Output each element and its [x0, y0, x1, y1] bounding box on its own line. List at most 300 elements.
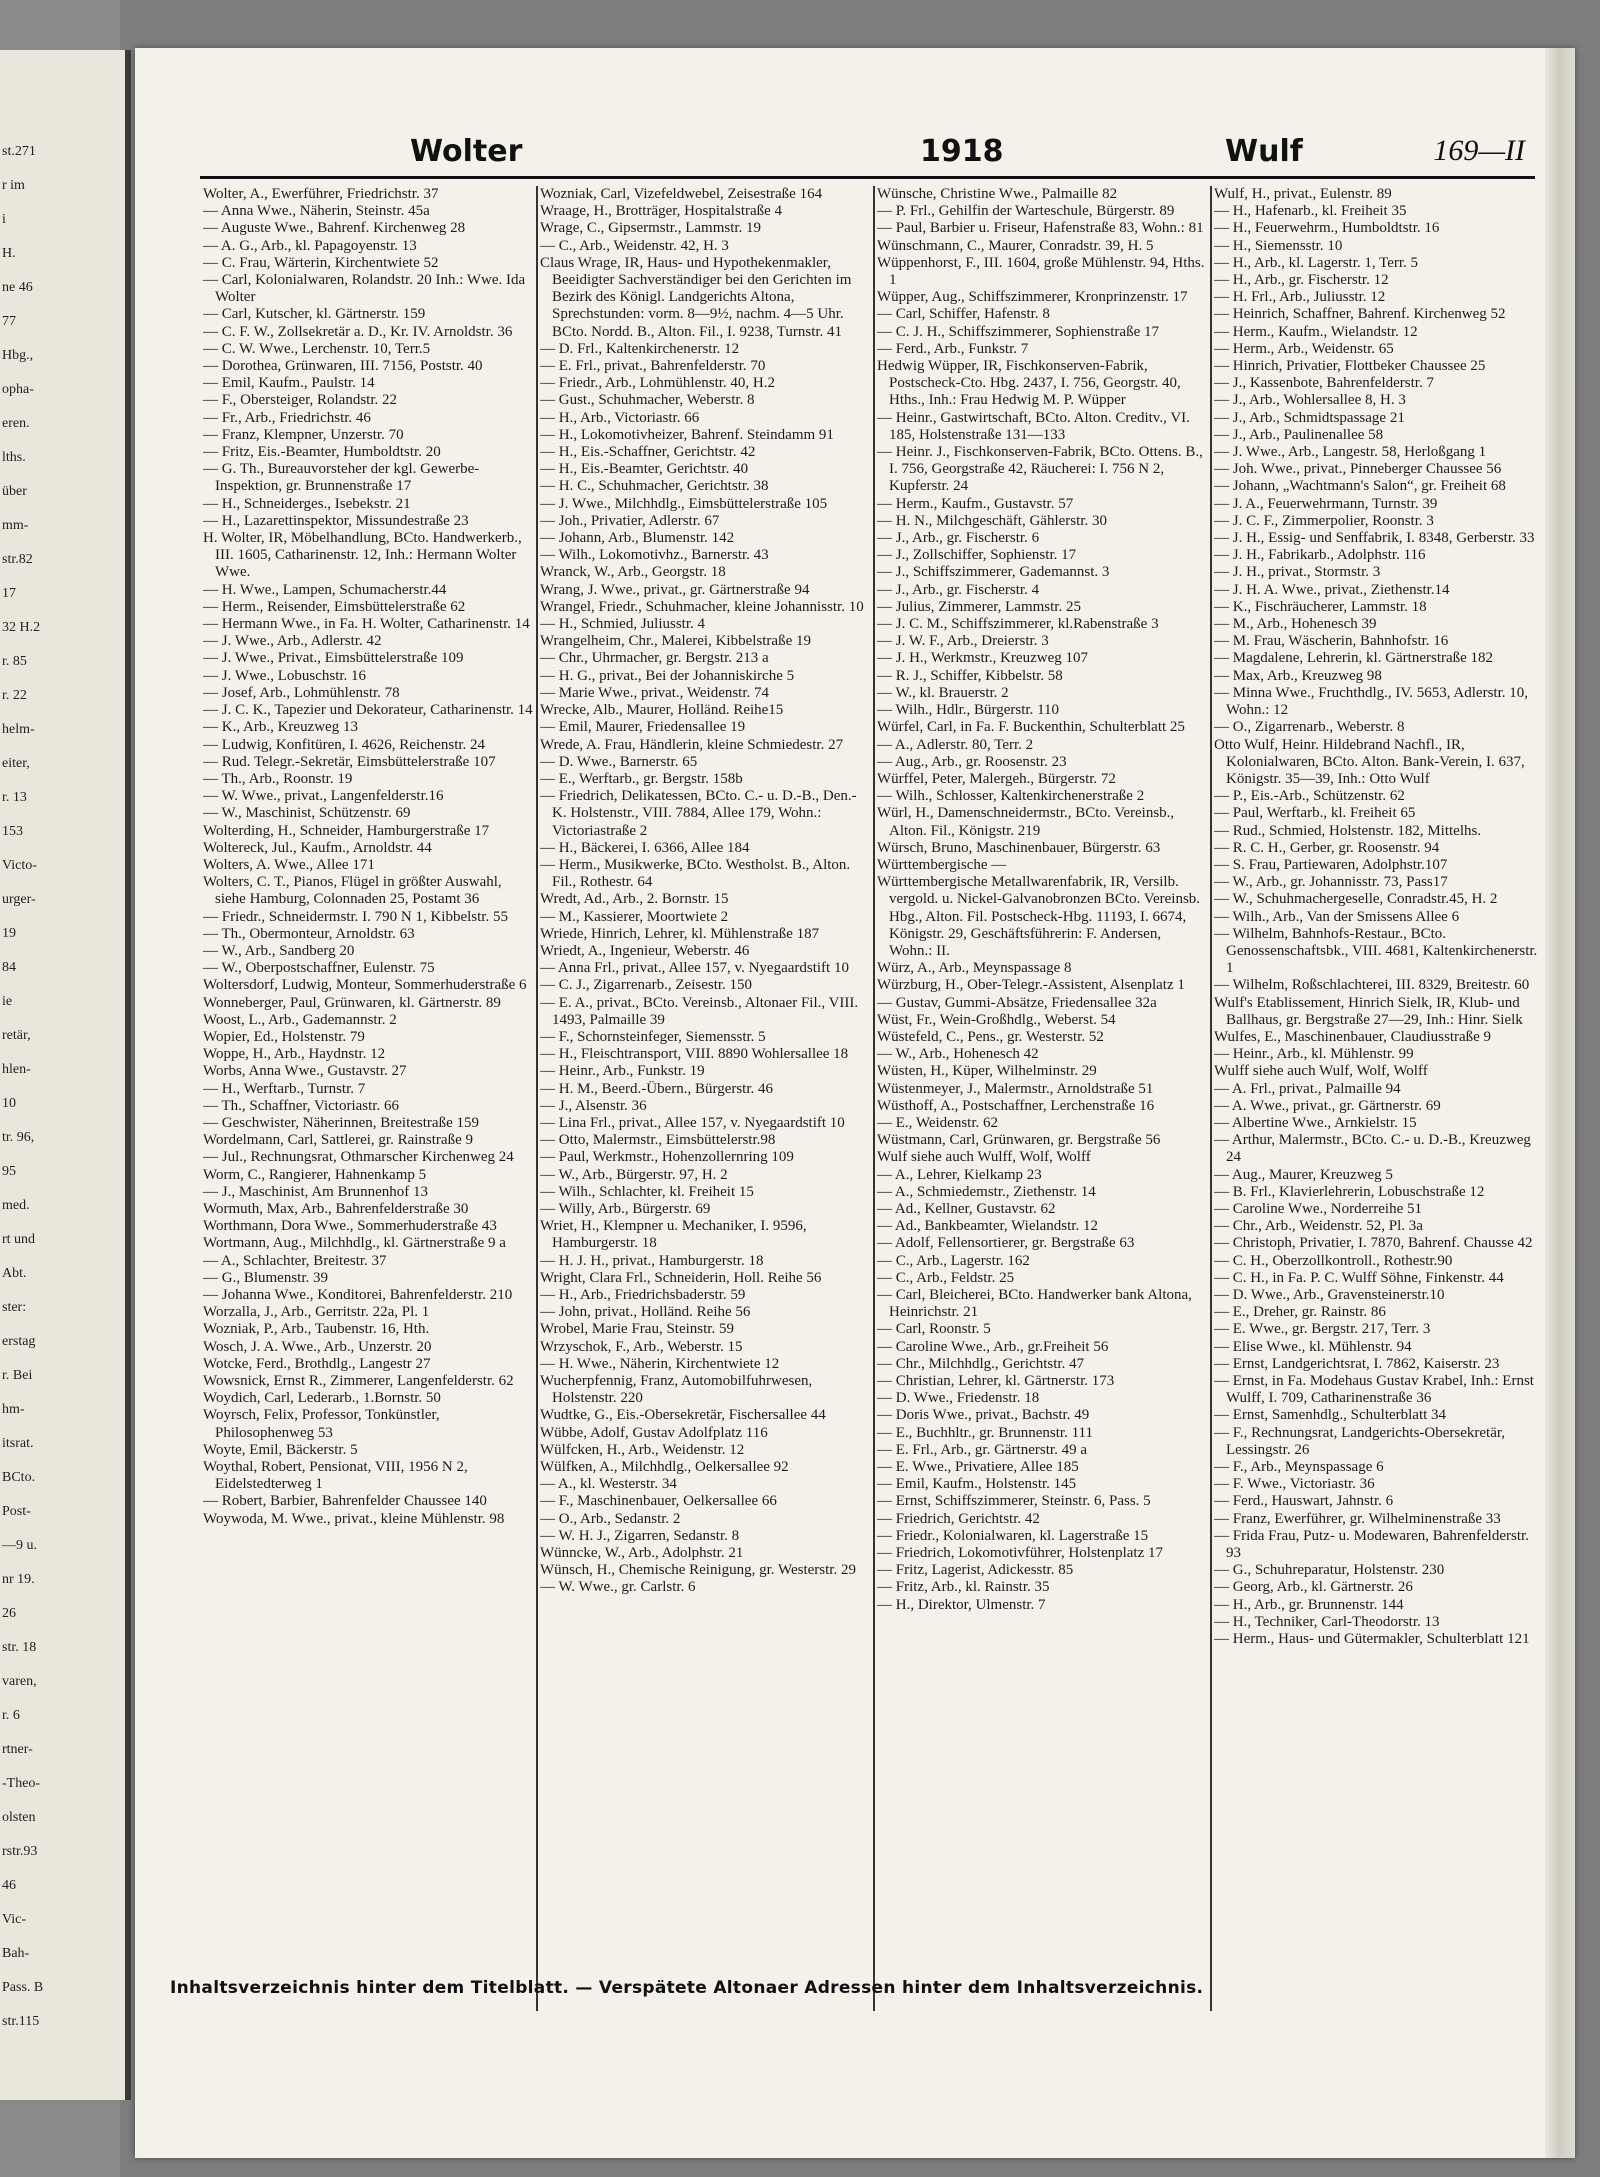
directory-entry: Wulf, H., privat., Eulenstr. 89: [1214, 186, 1392, 202]
directory-entry: — H., Eis.-Schaffner, Gerichtstr. 42: [540, 444, 756, 461]
directory-entry: Wriede, Hinrich, Lehrer, kl. Mühlenstraße 187: [540, 925, 820, 942]
directory-entry: — C., Arb., Weidenstr. 42, H. 3: [540, 237, 729, 254]
directory-entry: Wünschmann, C., Maurer, Conradstr. 39, H. 5: [877, 237, 1154, 254]
directory-entry: — Joh. Wwe., privat., Pinneberger Chaussee 56: [1214, 461, 1502, 478]
directory-entry: — D. Wwe., Arb., Gravensteinerstr.10: [1214, 1287, 1445, 1303]
directory-entry: — Ludwig, Konfitüren, I. 4626, Reichenstr. 24: [203, 736, 486, 753]
previous-page-fragment: r im: [2, 178, 25, 193]
previous-page-fragment: lths.: [2, 450, 26, 465]
directory-entry: Wübbe, Adolf, Gustav Adolfplatz 116: [540, 1424, 768, 1441]
page-header: [195, 128, 1535, 178]
directory-entry: — F. Wwe., Victoriastr. 36: [1214, 1476, 1375, 1493]
directory-entry: Württembergische Metallwarenfabrik, IR, Versilb. vergold. u. Nickel-Galvanobronzen BCto. Vereinsb. Hbg., Alton. Fil. Postscheck-Hbg. 11193, I. 6674, Königstr. 29, Geschäftsführerin: F. Andersen, Wohn.: II.: [877, 874, 1201, 959]
directory-entry: — J. C. K., Tapezier und Dekorateur, Catharinenstr. 14: [203, 702, 533, 719]
directory-entry: Wüsten, H., Küper, Wilhelminstr. 29: [877, 1063, 1097, 1080]
directory-entry: — Johann, „Wachtmann's Salon“, gr. Freiheit 68: [1214, 478, 1506, 495]
directory-entry: — J. H., Fabrikarb., Adolphstr. 116: [1214, 547, 1426, 564]
directory-entry: — Caroline Wwe., Arb., gr.Freiheit 56: [877, 1338, 1109, 1355]
directory-entry: — E. Frl., privat., Bahrenfelderstr. 70: [540, 358, 766, 375]
directory-entry: — Ad., Kellner, Gustavstr. 62: [877, 1200, 1056, 1217]
directory-entry: Woltereck, Jul., Kaufm., Arnoldstr. 44: [203, 839, 432, 856]
directory-entry: — Carl, Roonstr. 5: [877, 1321, 991, 1338]
directory-entry: — Heinr., Arb., Funkstr. 19: [540, 1063, 705, 1080]
directory-entry: Woywoda, M. Wwe., privat., kleine Mühlenstr. 98: [203, 1510, 505, 1527]
directory-entry: — Franz, Klempner, Unzerstr. 70: [203, 426, 404, 443]
directory-entry: — W., Oberpostschaffner, Eulenstr. 75: [203, 960, 435, 977]
directory-entry: — Adolf, Fellensortierer, gr. Bergstraße 63: [877, 1235, 1135, 1252]
directory-entry: — Carl, Kolonialwaren, Rolandstr. 20 Inh.: Wwe. Ida Wolter: [203, 272, 526, 306]
page-number: 169—II: [1433, 134, 1525, 167]
directory-entry: — Wilh., Schlosser, Kaltenkirchenerstraße 2: [877, 788, 1145, 805]
directory-entry: — Aug., Maurer, Kreuzweg 5: [1214, 1166, 1393, 1183]
directory-entry: — Friedr., Arb., Lohmühlenstr. 40, H.2: [540, 375, 775, 392]
directory-entry: Woydich, Carl, Lederarb., 1.Bornstr. 50: [203, 1390, 441, 1407]
directory-entry: — J. Wwe., Lobuschstr. 16: [203, 667, 367, 684]
directory-entry: — Wilhelm, Bahnhofs-Restaur., BCto. Genossenschaftsbk., VIII. 4681, Kaltenkirchenerstr. 1: [1214, 925, 1538, 977]
directory-entry: — F., Obersteiger, Rolandstr. 22: [203, 392, 398, 409]
directory-entry: — Gustav, Gummi-Absätze, Friedensallee 32a: [877, 994, 1157, 1011]
directory-entry: — H., Schneiderges., Isebekstr. 21: [203, 495, 411, 512]
directory-entry: — H. C., Schuhmacher, Gerichtstr. 38: [540, 478, 769, 495]
directory-entry: — J. Wwe., Milchhdlg., Eimsbüttelerstraße 105: [540, 495, 828, 512]
directory-entry: Wright, Clara Frl., Schneiderin, Holl. Reihe 56: [540, 1269, 822, 1286]
previous-page-fragment: urger-: [2, 892, 36, 907]
directory-entry: — W., Schuhmachergeselle, Conradstr.45, H. 2: [1214, 891, 1498, 908]
directory-entry: Wranck, W., Arb., Georgstr. 18: [540, 564, 726, 581]
directory-entry: — J., Zollschiffer, Sophienstr. 17: [877, 547, 1077, 564]
directory-entry: — E. Wwe., Privatiere, Allee 185: [877, 1459, 1079, 1476]
directory-entry: — C. J. H., Schiffszimmerer, Sophienstraße 17: [877, 323, 1159, 340]
previous-page-fragment: Vic-: [2, 1912, 27, 1927]
directory-entry: — C. F. W., Zollsekretär a. D., Kr. IV. Arnoldstr. 36: [203, 323, 513, 340]
directory-entry: — J. C. M., Schiffszimmerer, kl.Rabenstraße 3: [877, 616, 1159, 633]
previous-page-fragment: r. Bei: [2, 1368, 33, 1383]
directory-entry: — J. C. F., Zimmerpolier, Roonstr. 3: [1214, 512, 1434, 529]
previous-page-fragment: med.: [2, 1198, 30, 1213]
directory-entry: — K., Fischräucherer, Lammstr. 18: [1214, 598, 1427, 615]
directory-entry: — Anna Frl., privat., Allee 157, v. Nyegaardstift 10: [540, 960, 849, 977]
directory-entry: — J., Arb., Wohlersallee 8, H. 3: [1214, 392, 1406, 409]
directory-entry: — Wilh., Arb., Van der Smissens Allee 6: [1214, 908, 1460, 925]
directory-entry: — S. Frau, Partiewaren, Adolphstr.107: [1214, 856, 1448, 873]
previous-page-fragment: ie: [2, 994, 13, 1009]
header-left-keyword: Wolter: [410, 134, 523, 169]
directory-entry: — Lina Frl., privat., Allee 157, v. Nyegaardstift 10: [540, 1114, 845, 1131]
directory-entry: — H. Wwe., Näherin, Kirchentwiete 12: [540, 1355, 780, 1372]
directory-entry: — M. Frau, Wäscherin, Bahnhofstr. 16: [1214, 633, 1449, 650]
directory-entry: — Wilhelm, Roßschlachterei, III. 8329, Breitestr. 60: [1214, 977, 1530, 994]
directory-entry: — Hinrich, Privatier, Flottbeker Chaussee 25: [1214, 358, 1486, 375]
previous-page-fragment: r. 22: [2, 688, 27, 703]
directory-entry: Wolters, C. T., Pianos, Flügel in größter Auswahl, siehe Hamburg, Colonnaden 25, Postamt 36: [203, 874, 502, 908]
directory-entry: — Fritz, Eis.-Beamter, Humboldtstr. 20: [203, 444, 441, 461]
previous-page-fragment: Bah-: [2, 1946, 30, 1961]
previous-page-fragment: st.271: [2, 144, 36, 159]
directory-entry: — Herm., Kaufm., Gustavstr. 57: [877, 495, 1074, 512]
directory-entry: — J., Kassenbote, Bahrenfelderstr. 7: [1214, 375, 1434, 392]
directory-entry: — Emil, Kaufm., Paulstr. 14: [203, 375, 375, 392]
directory-entry: — H. M., Beerd.-Übern., Bürgerstr. 46: [540, 1080, 774, 1097]
directory-entry: — J., Arb., Schmidtspassage 21: [1214, 409, 1405, 426]
directory-entry: Wüpper, Aug., Schiffszimmerer, Kronprinzenstr. 17: [877, 289, 1188, 306]
directory-entry: — P., Eis.-Arb., Schützenstr. 62: [1214, 788, 1405, 805]
directory-entry: Woyte, Emil, Bäckerstr. 5: [203, 1441, 358, 1458]
directory-entry: — Chr., Arb., Weidenstr. 52, Pl. 3a: [1214, 1218, 1423, 1235]
directory-entry: Wolter, A., Ewerführer, Friedrichstr. 37: [203, 186, 439, 202]
directory-entry: Würsch, Bruno, Maschinenbauer, Bürgerstr. 63: [877, 839, 1161, 856]
directory-entry: — Rud., Schmied, Holstenstr. 182, Mittelhs.: [1214, 822, 1482, 839]
previous-page-fragment: 77: [2, 314, 16, 329]
directory-entry: — H., Arb., Victoriastr. 66: [540, 409, 700, 426]
directory-entry: Wüstenmeyer, J., Malermstr., Arnoldstraße 51: [877, 1080, 1154, 1097]
previous-page-fragment: rt und: [2, 1232, 36, 1247]
directory-entry: — Paul, Barbier u. Friseur, Hafenstraße 83, Wohn.: 81: [877, 220, 1204, 237]
directory-entry: — C. H., Oberzollkontroll., Rothestr.90: [1214, 1252, 1453, 1269]
directory-entry: Wormuth, Max, Arb., Bahrenfelderstraße 30: [203, 1200, 469, 1217]
previous-page-fragment: -Theo-: [2, 1776, 41, 1791]
directory-entry: — Fritz, Arb., kl. Rainstr. 35: [877, 1579, 1050, 1596]
directory-entry: — H. Frl., Arb., Juliusstr. 12: [1214, 289, 1386, 306]
directory-entry: Woythal, Robert, Pensionat, VIII, 1956 N 2, Eidelstedterweg 1: [203, 1459, 468, 1493]
directory-entry: — Marie Wwe., privat., Weidenstr. 74: [540, 684, 770, 701]
directory-entry: — Friedr., Kolonialwaren, kl. Lagerstraße 15: [877, 1527, 1149, 1544]
directory-entry: — M., Kassierer, Moortwiete 2: [540, 908, 729, 925]
column-2: [540, 186, 870, 2011]
directory-entry: Wortmann, Aug., Milchhdlg., kl. Gärtnerstraße 9 a: [203, 1235, 506, 1252]
directory-entry: — W., Maschinist, Schützenstr. 69: [203, 805, 411, 822]
directory-entry: — Heinr. J., Fischkonserven-Fabrik, BCto. Ottens. B., I. 756, Georgstraße 42, Räucherei: I. 756 N 2, Kupferstr. 24: [877, 444, 1203, 495]
directory-entry: Wüstmann, Carl, Grünwaren, gr. Bergstraße 56: [877, 1132, 1161, 1149]
directory-entry: Claus Wrage, IR, Haus- und Hypothekenmakler, Beeidigter Sachverständiger bei den Gerichten im Bezirk des Königl. Landgerichts Altona, Sprechstunden: vorm. 8—9½, nachm. 4—5 Uhr. BCto. Nordd. B., Alton. Fil., I. 9238, Turnstr. 41: [540, 254, 852, 340]
directory-entry: — Emil, Kaufm., Holstenstr. 145: [877, 1476, 1077, 1493]
directory-entry: — J. W. F., Arb., Dreierstr. 3: [877, 633, 1049, 650]
previous-page-fragment: 17: [2, 586, 16, 601]
previous-page-fragment: Hbg.,: [2, 348, 34, 363]
directory-entry: — Christian, Lehrer, kl. Gärtnerstr. 173: [877, 1373, 1115, 1390]
directory-entry: Wulf siehe auch Wulff, Wolf, Wolff: [877, 1149, 1091, 1166]
directory-entry: — J., Maschinist, Am Brunnenhof 13: [203, 1183, 428, 1200]
directory-entry: — Hermann Wwe., in Fa. H. Wolter, Catharinenstr. 14: [203, 616, 530, 633]
directory-entry: H. Wolter, IR, Möbelhandlung, BCto. Handwerkerb., III. 1605, Catharinenstr. 12, Inh.: Hermann Wolter Wwe.: [203, 530, 522, 581]
directory-entry: — J., Arb., gr. Fischerstr. 6: [877, 530, 1040, 547]
directory-entry: — F., Schornsteinfeger, Siemensstr. 5: [540, 1028, 766, 1045]
directory-entry: Wolters, A. Wwe., Allee 171: [203, 856, 375, 873]
previous-page-fragment: —9 u.: [2, 1538, 37, 1553]
previous-page-fragment: str. 18: [2, 1640, 37, 1655]
column-divider: [873, 186, 875, 2011]
directory-entry: Worthmann, Dora Wwe., Sommerhuderstraße 43: [203, 1218, 497, 1235]
previous-page-fragment: Abt.: [2, 1266, 27, 1281]
directory-entry: Wüstefeld, C., Pens., gr. Westerstr. 52: [877, 1028, 1104, 1045]
directory-entry: — Doris Wwe., privat., Bachstr. 49: [877, 1407, 1090, 1424]
directory-entry: — Willy, Arb., Bürgerstr. 69: [540, 1200, 711, 1217]
directory-entry: — H., Techniker, Carl-Theodorstr. 13: [1214, 1613, 1440, 1630]
directory-entry: — J., Schiffszimmerer, Gademannst. 3: [877, 564, 1110, 581]
directory-entry: Wüsthoff, A., Postschaffner, Lerchenstraße 16: [877, 1097, 1155, 1114]
directory-entry: Worzalla, J., Arb., Gerritstr. 22a, Pl. 1: [203, 1304, 430, 1321]
directory-entry: Wrangelheim, Chr., Malerei, Kibbelstraße 19: [540, 633, 811, 650]
directory-entry: — Wilh., Lokomotivhz., Barnerstr. 43: [540, 547, 769, 564]
directory-entry: — Ferd., Arb., Funkstr. 7: [877, 340, 1029, 357]
previous-page-fragment: 95: [2, 1164, 16, 1179]
directory-entry: — C. H., in Fa. P. C. Wulff Söhne, Finkenstr. 44: [1214, 1269, 1504, 1286]
previous-page-fragment: r. 6: [2, 1708, 20, 1723]
previous-page-fragment: BCto.: [2, 1470, 36, 1485]
directory-entry: Wotcke, Ferd., Brothdlg., Langestr 27: [203, 1355, 431, 1372]
previous-page-fragment: itsrat.: [2, 1436, 34, 1451]
directory-page: [135, 48, 1575, 2158]
directory-entry: — A. Frl., privat., Palmaille 94: [1214, 1080, 1401, 1097]
directory-entry: — Herm., Reisender, Eimsbüttelerstraße 62: [203, 598, 466, 615]
directory-entry: — Georg, Arb., kl. Gärtnerstr. 26: [1214, 1579, 1413, 1596]
directory-entry: — H., Schmied, Juliusstr. 4: [540, 616, 706, 633]
previous-page-fragment: eren.: [2, 416, 30, 431]
directory-entry: Wozniak, Carl, Vizefeldwebel, Zeisestraße 164: [540, 186, 823, 202]
directory-entry: — E. Frl., Arb., gr. Gärtnerstr. 49 a: [877, 1441, 1087, 1458]
directory-entry: — F., Maschinenbauer, Oelkersallee 66: [540, 1493, 777, 1510]
directory-entry: — G., Blumenstr. 39: [203, 1269, 329, 1286]
directory-entry: Wrobel, Marie Frau, Steinstr. 59: [540, 1321, 734, 1338]
column-divider: [1210, 186, 1212, 2011]
previous-page-fragment: H.: [2, 246, 16, 261]
directory-entry: — Chr., Milchhdlg., Gerichtstr. 47: [877, 1355, 1085, 1372]
directory-entry: — A., Adlerstr. 80, Terr. 2: [877, 736, 1034, 753]
directory-entry: — Auguste Wwe., Bahrenf. Kirchenweg 28: [203, 220, 466, 237]
directory-entry: Wosch, J. A. Wwe., Arb., Unzerstr. 20: [203, 1338, 432, 1355]
previous-page-fragment: Pass. B: [2, 1980, 44, 1995]
directory-entry: — Friedr., Schneidermstr. I. 790 N 1, Kibbelstr. 55: [203, 908, 508, 925]
directory-entry: — Ferd., Hauswart, Jahnstr. 6: [1214, 1493, 1394, 1510]
directory-entry: Wopier, Ed., Holstenstr. 79: [203, 1028, 365, 1045]
directory-entry: — Arthur, Malermstr., BCto. C.- u. D.-B., Kreuzweg 24: [1214, 1132, 1531, 1166]
directory-entry: — Aug., Arb., gr. Roosenstr. 23: [877, 753, 1067, 770]
directory-entry: — H., Arb., gr. Brunnenstr. 144: [1214, 1596, 1404, 1613]
directory-entry: Woltersdorf, Ludwig, Monteur, Sommerhuderstraße 6: [203, 977, 527, 994]
directory-entry: — D. Wwe., Barnerstr. 65: [540, 753, 698, 770]
directory-entry: — J., Arb., gr. Fischerstr. 4: [877, 581, 1040, 598]
directory-entry: Wraage, H., Brotträger, Hospitalstraße 4: [540, 203, 783, 220]
directory-entry: Wulfes, E., Maschinenbauer, Claudiusstraße 9: [1214, 1028, 1492, 1045]
directory-entry: — A., Lehrer, Kielkamp 23: [877, 1166, 1042, 1183]
directory-entry: — Dorothea, Grünwaren, III. 7156, Poststr. 40: [203, 358, 483, 375]
directory-entry: Wowsnick, Ernst R., Zimmerer, Langenfelderstr. 62: [203, 1373, 514, 1390]
previous-page-fragment: opha-: [2, 382, 34, 397]
directory-entry: — Christoph, Privatier, I. 7870, Bahrenf. Chausse 42: [1214, 1235, 1533, 1252]
previous-page-fragment: str.115: [2, 2014, 40, 2029]
directory-entry: — Ernst, Samenhdlg., Schulterblatt 34: [1214, 1407, 1447, 1424]
previous-page-fragment: varen,: [2, 1674, 37, 1689]
directory-entry: Wrzyschok, F., Arb., Weberstr. 15: [540, 1338, 743, 1355]
directory-entry: Wrage, C., Gipsermstr., Lammstr. 19: [540, 220, 762, 237]
previous-page-fragment: r. 13: [2, 790, 27, 805]
directory-entry: — Frida Frau, Putz- u. Modewaren, Bahrenfelderstr. 93: [1214, 1527, 1529, 1562]
directory-entry: Wüst, Fr., Wein-Großhdlg., Weberst. 54: [877, 1011, 1116, 1028]
directory-entry: — W. H. J., Zigarren, Sedanstr. 8: [540, 1527, 740, 1544]
column-1: [203, 186, 533, 2011]
previous-page-fragment: retär,: [2, 1028, 31, 1043]
directory-entry: — Ad., Bankbeamter, Wielandstr. 12: [877, 1218, 1098, 1235]
previous-page-fragment: 19: [2, 926, 16, 941]
directory-entry: — H. G., privat., Bei der Johanniskirche 5: [540, 667, 795, 684]
previous-page-strip: [0, 50, 131, 2100]
directory-entry: — J. Wwe., Arb., Adlerstr. 42: [203, 633, 382, 650]
directory-entry: — Fr., Arb., Friedrichstr. 46: [203, 409, 371, 426]
directory-entry: — Herm., Arb., Weidenstr. 65: [1214, 340, 1394, 357]
directory-entry: — Magdalene, Lehrerin, kl. Gärtnerstraße 182: [1214, 650, 1494, 667]
directory-entry: — J. Wwe., Privat., Eimsbüttelerstraße 109: [203, 650, 464, 667]
directory-entry: — E., Werftarb., gr. Bergstr. 158b: [540, 770, 743, 787]
directory-entry: Wriedt, A., Ingenieur, Weberstr. 46: [540, 942, 750, 959]
directory-entry: — K., Arb., Kreuzweg 13: [203, 719, 358, 736]
directory-entry: — H., Werftarb., Turnstr. 7: [203, 1080, 366, 1097]
header-rule: [200, 176, 1535, 179]
directory-entry: — John, privat., Holländ. Reihe 56: [540, 1304, 751, 1321]
directory-entry: Woppe, H., Arb., Haydnstr. 12: [203, 1046, 386, 1063]
previous-page-fragment: rtner-: [2, 1742, 33, 1757]
directory-entry: Wrang, J. Wwe., privat., gr. Gärtnerstraße 94: [540, 581, 810, 598]
column-divider: [536, 186, 538, 2011]
directory-entry: — Robert, Barbier, Bahrenfelder Chaussee 140: [203, 1493, 487, 1510]
directory-entry: — Friedrich, Lokomotivführer, Holstenplatz 17: [877, 1545, 1164, 1562]
directory-entry: — H., Arb., gr. Fischerstr. 12: [1214, 272, 1389, 289]
directory-entry: — H., Feuerwehrm., Humboldtstr. 16: [1214, 220, 1440, 237]
directory-entry: — C. W. Wwe., Lerchenstr. 10, Terr.5: [203, 340, 431, 357]
directory-entry: — Gust., Schuhmacher, Weberstr. 8: [540, 392, 755, 409]
directory-entry: — C. Frau, Wärterin, Kirchentwiete 52: [203, 254, 439, 271]
directory-entry: Wudtke, G., Eis.-Obersekretär, Fischersallee 44: [540, 1407, 826, 1424]
directory-entry: Woost, L., Arb., Gademannstr. 2: [203, 1011, 397, 1028]
directory-entry: — Franz, Ewerführer, gr. Wilhelminenstraße 33: [1214, 1510, 1501, 1527]
directory-entry: — J. Wwe., Arb., Langestr. 58, Herloßgang 1: [1214, 444, 1487, 461]
directory-entry: — E., Dreher, gr. Rainstr. 86: [1214, 1304, 1386, 1321]
directory-entry: — H., Fleischtransport, VIII. 8890 Wohlersallee 18: [540, 1046, 849, 1063]
previous-page-fragment: str.82: [2, 552, 33, 567]
previous-page-fragment: ne 46: [2, 280, 33, 295]
directory-entry: — E. A., privat., BCto. Vereinsb., Altonaer Fil., VIII. 1493, Palmaille 39: [540, 994, 859, 1028]
previous-page-fragment: hlen-: [2, 1062, 31, 1077]
directory-entry: Otto Wulf, Heinr. Hildebrand Nachfl., IR, Kolonialwaren, BCto. Alton. Bank-Verein, I. 637, Königstr. 35—39, Inh.: Otto Wulf: [1214, 736, 1525, 787]
directory-entry: — Ernst, in Fa. Modehaus Gustav Krabel, Inh.: Ernst Wulff, I. 709, Catharinenstraße 36: [1214, 1373, 1534, 1407]
previous-page-fragment: hm-: [2, 1402, 25, 1417]
directory-entry: — E., Buchhltr., gr. Brunnenstr. 111: [877, 1424, 1093, 1441]
directory-entry: — Elise Wwe., kl. Mühlenstr. 94: [1214, 1338, 1412, 1355]
directory-entry: — H., Direktor, Ulmenstr. 7: [877, 1596, 1046, 1613]
directory-entry: — Jul., Rechnungsrat, Othmarscher Kirchenweg 24: [203, 1149, 514, 1166]
directory-entry: — O., Zigarrenarb., Weberstr. 8: [1214, 719, 1405, 736]
directory-entry: — Carl, Kutscher, kl. Gärtnerstr. 159: [203, 306, 426, 323]
directory-entry: — J. H., Werkmstr., Kreuzweg 107: [877, 650, 1088, 667]
column-4: [1214, 186, 1544, 2011]
directory-entry: Wüppenhorst, F., III. 1604, große Mühlenstr. 94, Hths. 1: [877, 254, 1205, 289]
directory-entry: — Josef, Arb., Lohmühlenstr. 78: [203, 684, 400, 701]
directory-entry: — Caroline Wwe., Norderreihe 51: [1214, 1200, 1422, 1217]
previous-page-fragment: tr. 96,: [2, 1130, 35, 1145]
directory-entry: — Heinr., Arb., kl. Mühlenstr. 99: [1214, 1046, 1414, 1063]
directory-entry: — Paul, Werftarb., kl. Freiheit 65: [1214, 805, 1416, 822]
directory-entry: — J. H., privat., Stormstr. 3: [1214, 564, 1381, 581]
directory-entry: — Albertine Wwe., Arnkielstr. 15: [1214, 1114, 1417, 1131]
previous-page-fragment: 153: [2, 824, 23, 839]
directory-entry: — A. G., Arb., kl. Papagoyenstr. 13: [203, 237, 417, 254]
directory-entry: — J. A., Feuerwehrmann, Turnstr. 39: [1214, 495, 1438, 512]
directory-entry: Wordelmann, Carl, Sattlerei, gr. Rainstraße 9: [203, 1132, 473, 1149]
directory-entry: Wülfcken, H., Arb., Weidenstr. 12: [540, 1441, 745, 1458]
directory-entry: — Wilh., Schlachter, kl. Freiheit 15: [540, 1183, 754, 1200]
directory-entry: — Julius, Zimmerer, Lammstr. 25: [877, 598, 1081, 615]
directory-entry: — C., Arb., Feldstr. 25: [877, 1269, 1015, 1286]
directory-entry: — D. Frl., Kaltenkirchenerstr. 12: [540, 340, 740, 357]
previous-page-fragment: mm-: [2, 518, 29, 533]
directory-entry: — Joh., Privatier, Adlerstr. 67: [540, 512, 720, 529]
directory-entry: — H. N., Milchgeschäft, Gählerstr. 30: [877, 512, 1107, 529]
directory-entry: — H., Eis.-Beamter, Gerichtstr. 40: [540, 461, 749, 478]
previous-page-fragment: nr 19.: [2, 1572, 35, 1587]
directory-entry: — Th., Schaffner, Victoriastr. 66: [203, 1097, 399, 1114]
directory-entry: — Otto, Malermstr., Eimsbüttelerstr.98: [540, 1132, 776, 1149]
directory-entry: — O., Arb., Sedanstr. 2: [540, 1510, 681, 1527]
directory-entry: Würl, H., Damenschneidermstr., BCto. Vereinsb., Alton. Fil., Königstr. 219: [877, 805, 1175, 839]
directory-entry: — Johanna Wwe., Konditorei, Bahrenfelderstr. 210: [203, 1287, 513, 1303]
directory-entry: Wredt, Ad., Arb., 2. Bornstr. 15: [540, 891, 729, 908]
directory-entry: — P. Frl., Gehilfin der Warteschule, Bürgerstr. 89: [877, 203, 1175, 220]
directory-entry: — Wilh., Hdlr., Bürgerstr. 110: [877, 702, 1060, 719]
directory-entry: Wulff siehe auch Wulf, Wolf, Wolff: [1214, 1063, 1428, 1080]
directory-entry: Würz, A., Arb., Meynspassage 8: [877, 960, 1072, 977]
directory-entry: — Herm., Musikwerke, BCto. Westholst. B., Alton. Fil., Rothestr. 64: [540, 856, 851, 891]
directory-entry: — G. Th., Bureauvorsteher der kgl. Gewerbe-Inspektion, gr. Brunnenstraße 17: [203, 461, 480, 495]
directory-entry: Wonneberger, Paul, Grünwaren, kl. Gärtnerstr. 89: [203, 994, 501, 1011]
directory-entry: — Carl, Schiffer, Hafenstr. 8: [877, 306, 1050, 323]
directory-entry: — Anna Wwe., Näherin, Steinstr. 45a: [203, 203, 430, 220]
previous-page-fragment: r. 85: [2, 654, 27, 669]
directory-entry: — W. Wwe., privat., Langenfelderstr.16: [203, 788, 444, 805]
entry-columns: [203, 186, 1575, 2011]
directory-entry: — Ernst, Landgerichtsrat, I. 7862, Kaiserstr. 23: [1214, 1355, 1500, 1372]
previous-page-fragment: 26: [2, 1606, 16, 1621]
directory-entry: — W., Arb., Bürgerstr. 97, H. 2: [540, 1166, 728, 1183]
directory-entry: — H. Wwe., Lampen, Schumacherstr.44: [203, 581, 447, 598]
directory-entry: — W., Arb., Hohenesch 42: [877, 1046, 1039, 1063]
directory-entry: Wolterding, H., Schneider, Hamburgerstraße 17: [203, 822, 490, 839]
directory-entry: Wrecke, Alb., Maurer, Holländ. Reihe15: [540, 702, 784, 719]
directory-entry: — Ernst, Schiffszimmerer, Steinstr. 6, Pass. 5: [877, 1493, 1151, 1510]
previous-page-fragment: 10: [2, 1096, 16, 1111]
directory-entry: — W., kl. Brauerstr. 2: [877, 684, 1009, 701]
directory-entry: — C. J., Zigarrenarb., Zeisestr. 150: [540, 977, 753, 994]
directory-entry: — Geschwister, Näherinnen, Breitestraße 159: [203, 1114, 479, 1131]
header-year: 1918: [920, 134, 1004, 169]
directory-entry: — Herm., Haus- und Gütermakler, Schulterblatt 121: [1214, 1631, 1530, 1648]
directory-entry: Wulf's Etablissement, Hinrich Sielk, IR, Klub- und Ballhaus, gr. Bergstraße 27—29, Inh.: Hinr. Sielk: [1214, 994, 1523, 1028]
directory-entry: — Th., Arb., Roonstr. 19: [203, 770, 353, 787]
directory-entry: — Rud. Telegr.-Sekretär, Eimsbüttelerstraße 107: [203, 753, 496, 770]
directory-entry: — F., Rechnungsrat, Landgerichts-Obersekretär, Lessingstr. 26: [1214, 1424, 1506, 1458]
previous-page-fragment: 84: [2, 960, 16, 975]
directory-entry: — H., Hafenarb., kl. Freiheit 35: [1214, 203, 1407, 220]
directory-entry: — J., Arb., Paulinenallee 58: [1214, 426, 1384, 443]
directory-entry: — J., Alsenstr. 36: [540, 1097, 647, 1114]
directory-entry: Wrangel, Friedr., Schuhmacher, kleine Johannisstr. 10: [540, 598, 864, 615]
directory-entry: — Emil, Maurer, Friedensallee 19: [540, 719, 746, 736]
directory-entry: Württembergische —: [877, 856, 1007, 873]
directory-entry: Wrede, A. Frau, Händlerin, kleine Schmiedestr. 27: [540, 736, 844, 753]
previous-page-fragment: helm-: [2, 722, 35, 737]
directory-entry: — Friedrich, Gerichtstr. 42: [877, 1510, 1040, 1527]
directory-entry: — H., Bäckerei, I. 6366, Allee 184: [540, 839, 750, 856]
directory-entry: — E. Wwe., gr. Bergstr. 217, Terr. 3: [1214, 1321, 1431, 1338]
directory-entry: Wozniak, P., Arb., Taubenstr. 16, Hth.: [203, 1321, 430, 1338]
directory-entry: — Th., Obermonteur, Arnoldstr. 63: [203, 925, 415, 942]
